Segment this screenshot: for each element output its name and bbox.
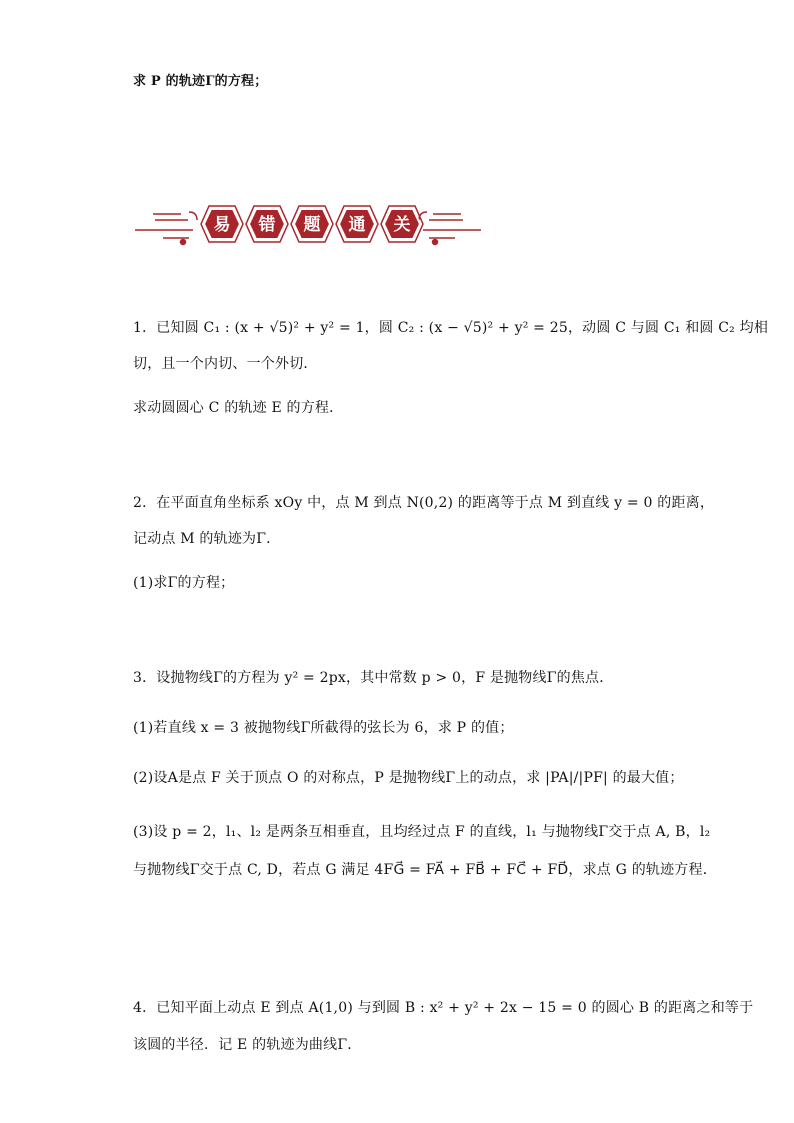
section-banner bbox=[133, 190, 483, 260]
banner-char-1: 易 bbox=[213, 215, 231, 235]
problem-2-line-1: 2．在平面直角坐标系 xOy 中，点 M 到点 N(0,2) 的距离等于点 M 到直线 y = 0 的距离， bbox=[133, 495, 715, 511]
left-swirl-ornament bbox=[135, 212, 197, 245]
banner-char-5: 关 bbox=[393, 215, 411, 235]
problem-3-line-3: (2)设A是点 F 关于顶点 O 的对称点，P 是抛物线Γ上的动点，求 |PA|/|PF| 的最大值； bbox=[133, 770, 684, 786]
problem-3-line-4: (3)设 p = 2，l₁、l₂ 是两条互相垂直，且均经过点 F 的直线，l₁ 与抛物线Γ交于点 A, B，l₂ bbox=[133, 824, 711, 840]
problem-3-line-2: (1)若直线 x = 3 被抛物线Γ所截得的弦长为 6，求 P 的值； bbox=[133, 720, 514, 736]
banner-graphic bbox=[133, 190, 483, 260]
problem-2-line-2: 记动点 M 的轨迹为Γ． bbox=[133, 531, 281, 547]
problem-2-line-3: (1)求Γ的方程； bbox=[133, 575, 235, 591]
seal-5 bbox=[381, 206, 423, 242]
banner-char-2: 错 bbox=[258, 215, 276, 235]
banner-char-3: 题 bbox=[303, 215, 321, 235]
intro-line: 求 P 的轨迹Γ的方程； bbox=[133, 74, 268, 89]
seal-1 bbox=[201, 206, 243, 242]
problem-1-line-3: 求动圆圆心 C 的轨迹 E 的方程． bbox=[133, 400, 344, 416]
seal-2 bbox=[246, 206, 288, 242]
problem-3-line-1: 3．设抛物线Γ的方程为 y² = 2px，其中常数 p > 0，F 是抛物线Γ的焦点． bbox=[133, 670, 614, 686]
problem-1-line-1: 1．已知圆 C₁ : (x + √5)² + y² = 1，圆 C₂ : (x − √5)² + y² = 25，动圆 C 与圆 C₁ 和圆 C₂ 均相 bbox=[133, 320, 769, 336]
seal-3 bbox=[291, 206, 333, 242]
problem-1-line-2: 切，且一个内切、一个外切． bbox=[133, 356, 318, 372]
problem-4-line-2: 该圆的半径．记 E 的轨迹为曲线Γ． bbox=[133, 1037, 362, 1053]
right-swirl-ornament bbox=[419, 212, 481, 245]
problem-3-line-5: 与抛物线Γ交于点 C, D，若点 G 满足 4FG⃗ = FA⃗ + FB⃗ + FC⃗ + FD⃗，求点 G 的轨迹方程． bbox=[133, 862, 717, 878]
problem-4-line-1: 4．已知平面上动点 E 到点 A(1,0) 与到圆 B : x² + y² + 2x − 15 = 0 的圆心 B 的距离之和等于 bbox=[133, 1000, 754, 1016]
banner-char-4: 通 bbox=[348, 215, 366, 235]
seal-4 bbox=[336, 206, 378, 242]
